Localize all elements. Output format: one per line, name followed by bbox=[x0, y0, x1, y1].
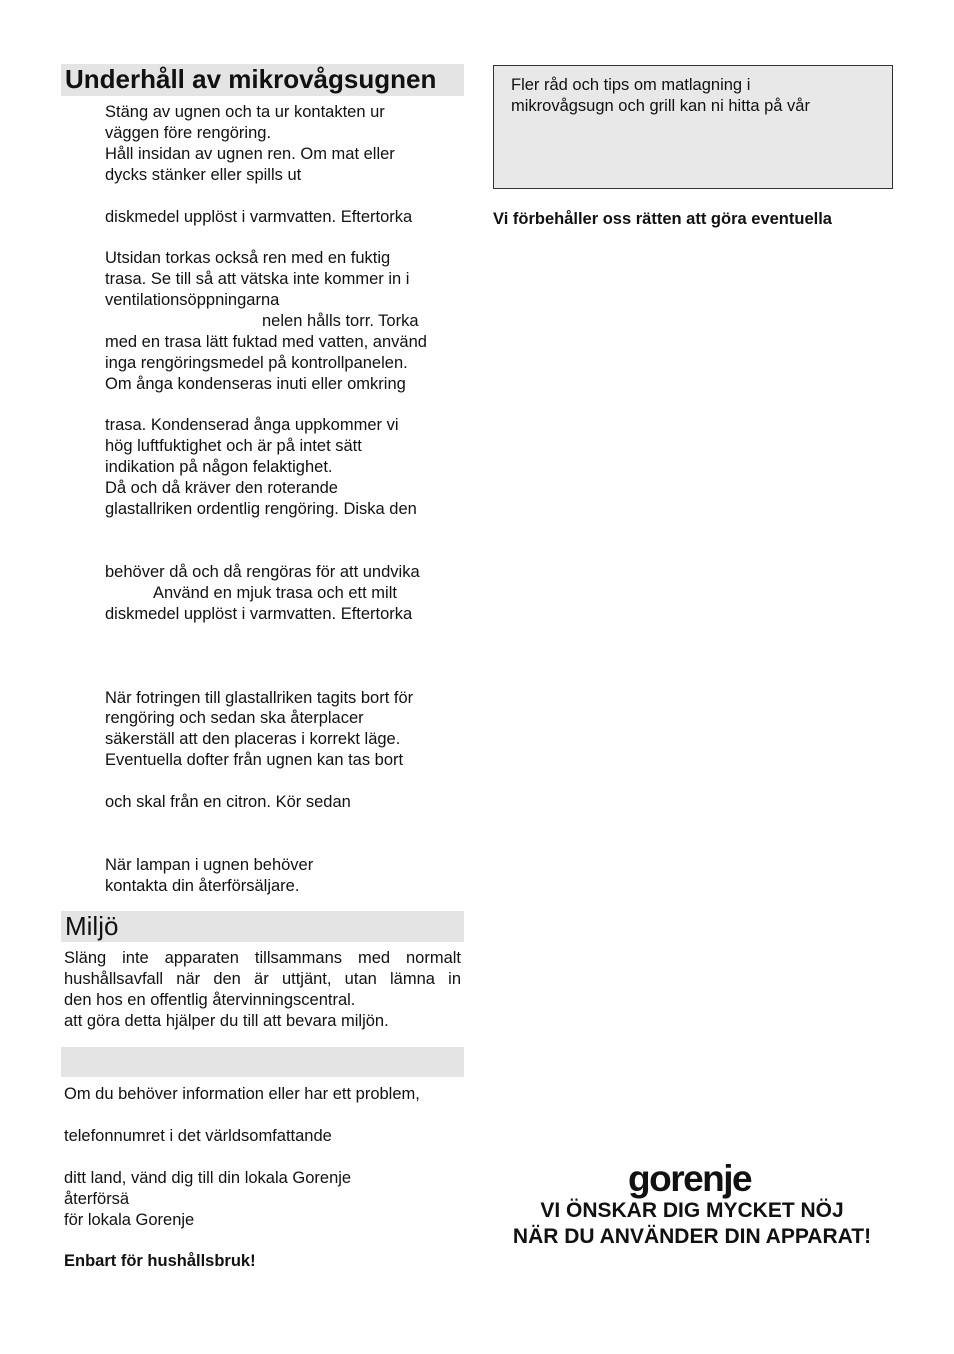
text-line: med en trasa lätt fuktad med vatten, använd bbox=[105, 333, 427, 351]
text-line: Eventuella dofter från ugnen kan tas bort bbox=[105, 751, 404, 769]
maintenance-heading-bar bbox=[61, 64, 464, 96]
text-line: för lokala Gorenje bbox=[64, 1211, 195, 1229]
gorenje-logo: gorenje bbox=[628, 1158, 752, 1199]
text-line: Använd en mjuk trasa och ett milt bbox=[153, 584, 397, 602]
text-line: hushållsavfall när den är uttjänt, utan lämna in bbox=[64, 970, 461, 988]
text-line: Utsidan torkas också ren med en fuktig bbox=[105, 249, 391, 267]
text-line: diskmedel upplöst i varmvatten. Eftertorka bbox=[105, 208, 413, 226]
text-line: indikation på någon felaktighet. bbox=[105, 458, 333, 476]
text-line: hög luftfuktighet och är på intet sätt bbox=[105, 437, 362, 455]
text-line: När lampan i ugnen behöver bbox=[105, 856, 314, 874]
text-line: trasa. Kondenserad ånga uppkommer vi bbox=[105, 416, 399, 434]
text-line: mikrovågsugn och grill kan ni hitta på vår bbox=[511, 97, 810, 115]
text-line: Håll insidan av ugnen ren. Om mat eller bbox=[105, 145, 395, 163]
environment-heading-bar bbox=[61, 911, 464, 942]
text-line: inga rengöringsmedel på kontrollpanelen. bbox=[105, 354, 408, 372]
text-line: Om ånga kondenseras inuti eller omkring bbox=[105, 375, 406, 393]
reservation-note: Vi förbehåller oss rätten att göra eventuella bbox=[493, 210, 832, 228]
text-line: diskmedel upplöst i varmvatten. Eftertorka bbox=[105, 605, 413, 623]
household-only-note: Enbart för hushållsbruk! bbox=[64, 1252, 256, 1270]
support-heading-bar bbox=[61, 1047, 464, 1077]
text-line: och skal från en citron. Kör sedan bbox=[105, 793, 351, 811]
tips-box bbox=[493, 65, 893, 189]
maintenance-heading: Underhåll av mikrovågsugnen bbox=[65, 64, 437, 94]
text-line: trasa. Se till så att vätska inte kommer in i bbox=[105, 270, 410, 288]
text-line: Fler råd och tips om matlagning i bbox=[511, 76, 751, 94]
text-line: När fotringen till glastallriken tagits bort för bbox=[105, 689, 414, 707]
text-line: dycks stänker eller spills ut bbox=[105, 166, 302, 184]
text-line: den hos en offentlig återvinningscentral. bbox=[64, 991, 356, 1009]
text-line: väggen före rengöring. bbox=[105, 124, 272, 142]
text-line: att göra detta hjälper du till att bevara miljön. bbox=[64, 1012, 389, 1030]
text-line: kontakta din återförsäljare. bbox=[105, 877, 300, 895]
wish-line-2: NÄR DU ANVÄNDER DIN APPARAT! bbox=[512, 1225, 872, 1248]
text-line: återförsä bbox=[64, 1190, 130, 1208]
environment-heading: Miljö bbox=[65, 911, 119, 941]
text-line: säkerställ att den placeras i korrekt läge. bbox=[105, 730, 401, 748]
text-line: telefonnumret i det världsomfattande bbox=[64, 1127, 332, 1145]
text-line: glastallriken ordentlig rengöring. Diska den bbox=[105, 500, 417, 518]
text-line: Om du behöver information eller har ett problem, bbox=[64, 1085, 420, 1103]
wish-line-1: VI ÖNSKAR DIG MYCKET NÖJ bbox=[540, 1199, 844, 1222]
text-line: Stäng av ugnen och ta ur kontakten ur bbox=[105, 103, 385, 121]
text-line: rengöring och sedan ska återplacer bbox=[105, 709, 364, 727]
text-line: behöver då och då rengöras för att undvika bbox=[105, 563, 420, 581]
text-line: Då och då kräver den roterande bbox=[105, 479, 338, 497]
text-line: nelen hålls torr. Torka bbox=[262, 312, 419, 330]
text-line: Släng inte apparaten tillsammans med normalt bbox=[64, 949, 461, 967]
text-line: ventilationsöppningarna bbox=[105, 291, 280, 309]
text-line: ditt land, vänd dig till din lokala Gorenje bbox=[64, 1169, 352, 1187]
